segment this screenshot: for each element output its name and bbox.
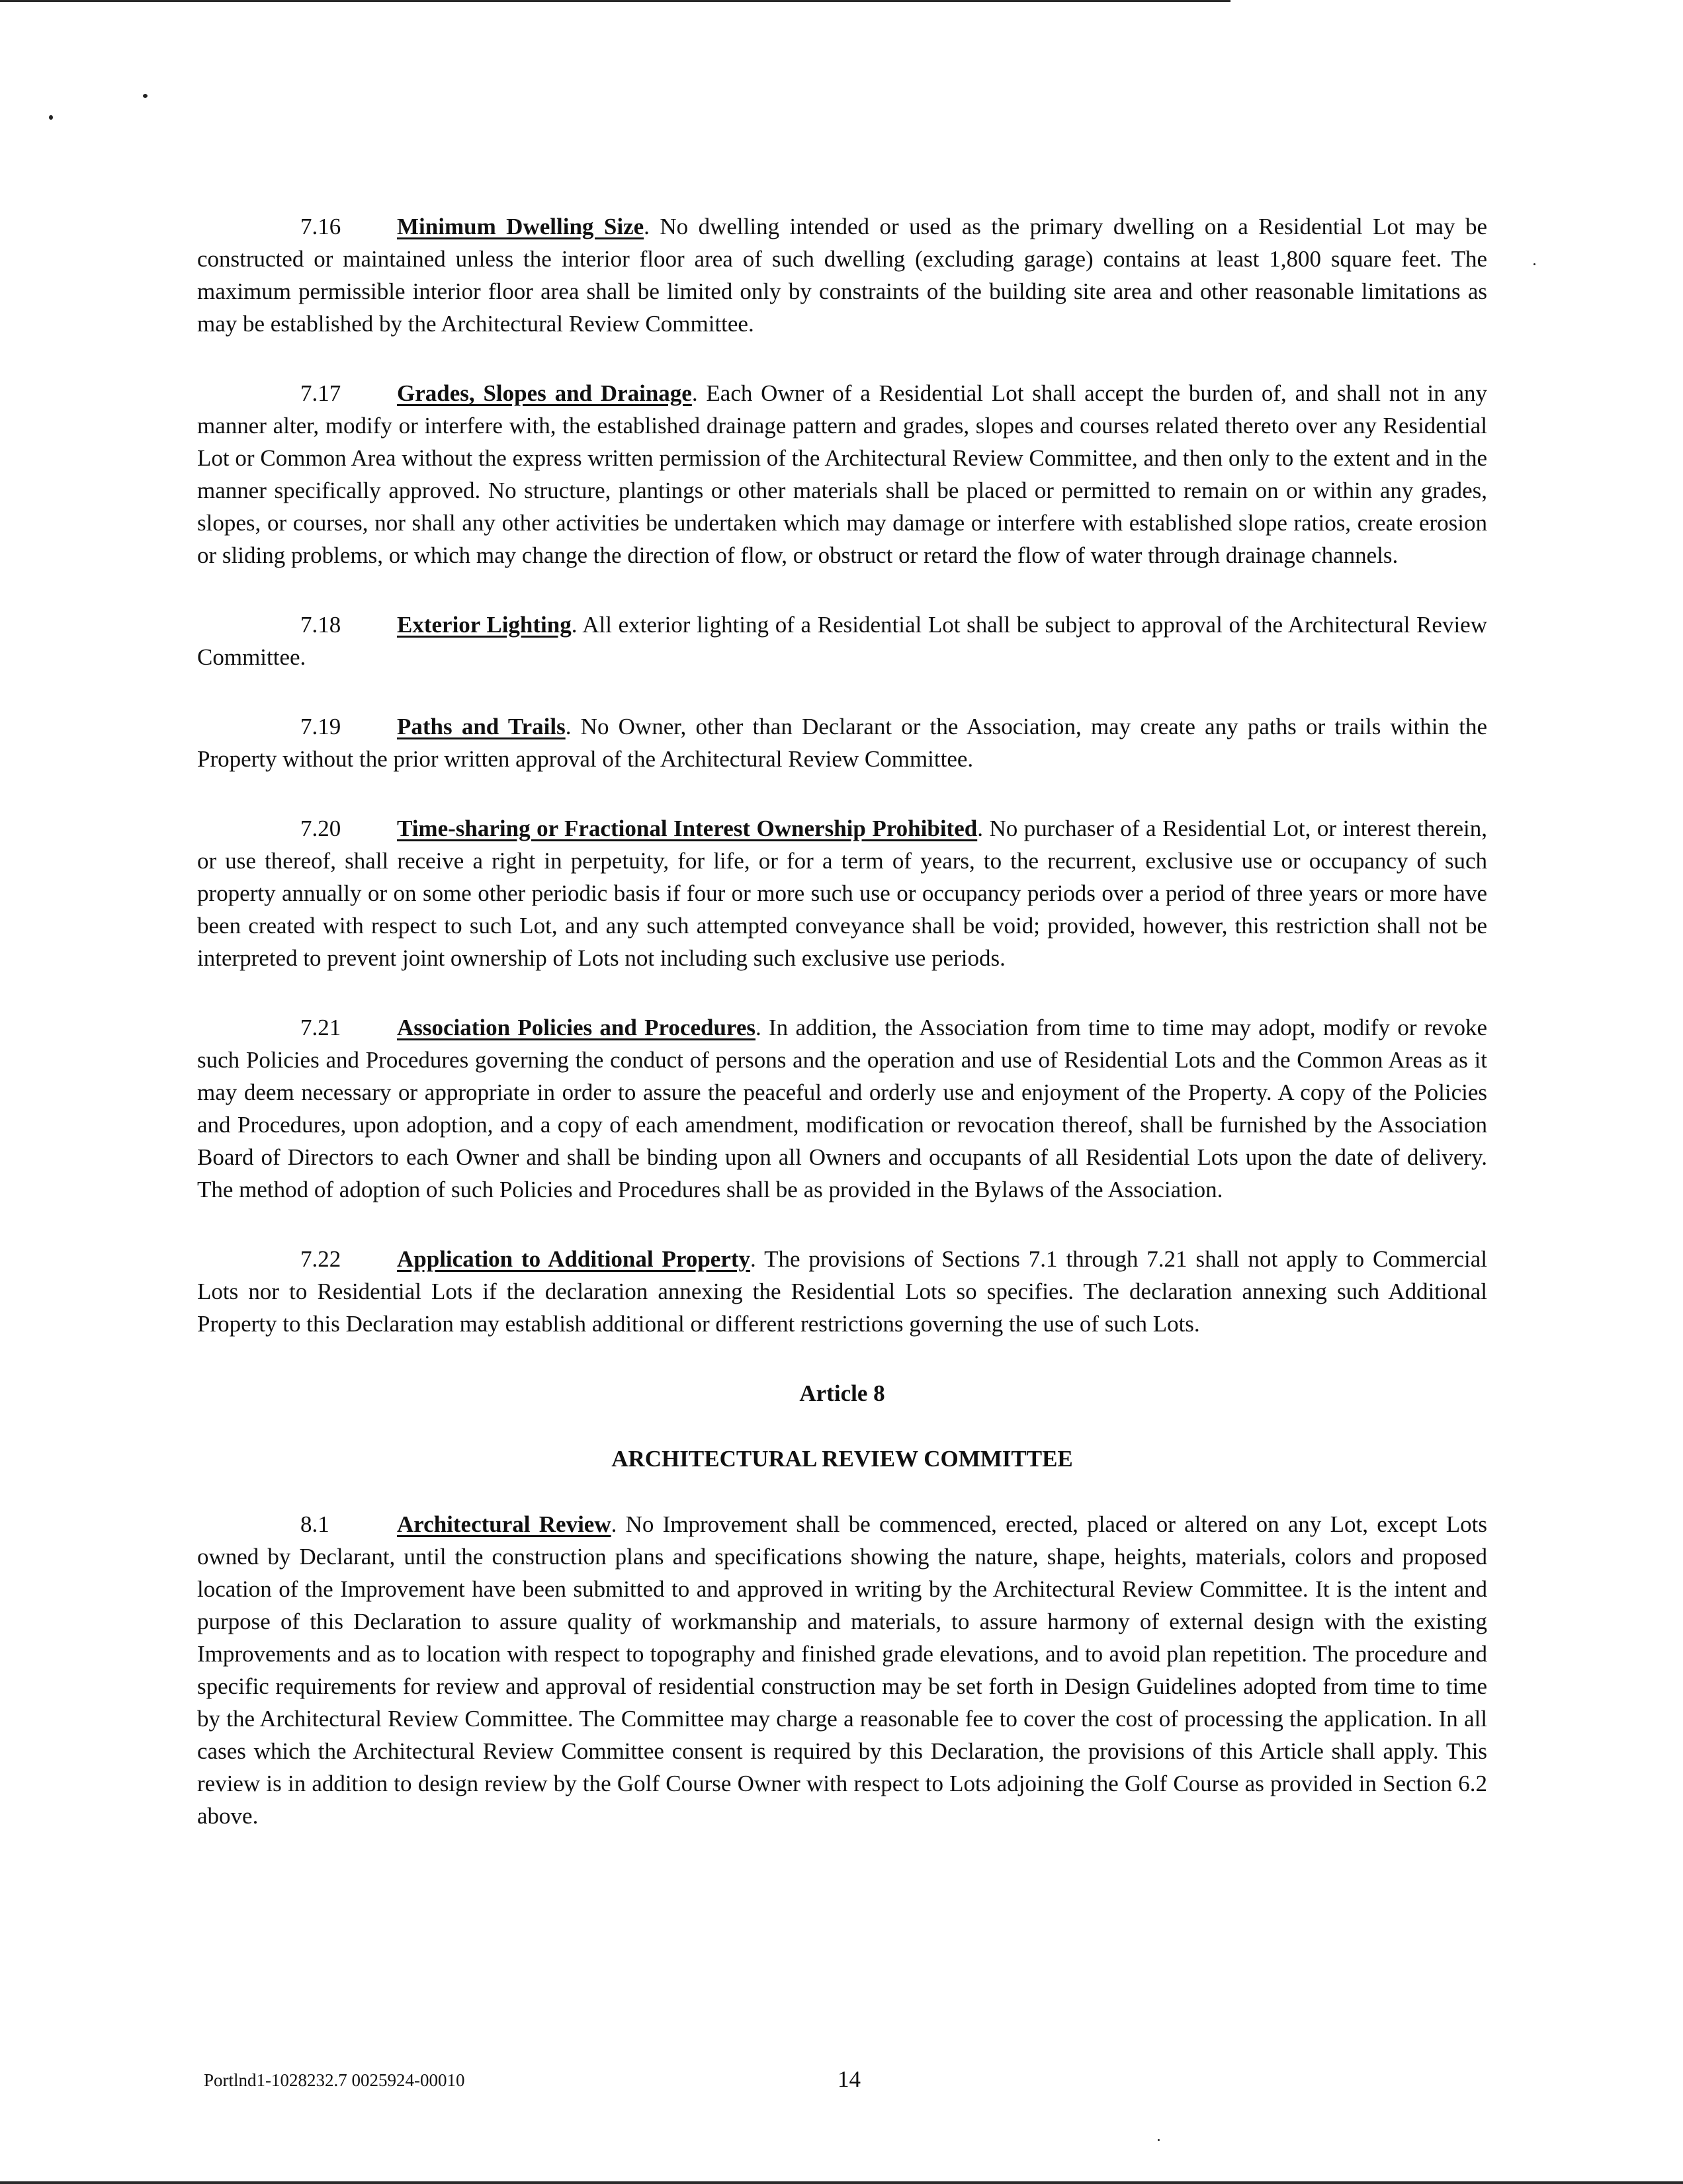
section-body: . Each Owner of a Residential Lot shall accept the burden of, and shall not in any manner alter, modify or interfere with, the established drainage pattern and grades, slopes and courses related thereto over any Residential Lot or Common Area without the express written permission of the Architectural Review Committee, and then only to the extent and in the manner specifically approved. No structure, plantings or other materials shall be placed or permitted to remain on or within any grades, slopes, or courses, nor shall any other activities be undertaken which may damage or interfere with established slope ratios, create erosion or sliding problems, or which may change the direction of flow, or obstruct or retard the flow of water through drainage channels. xyxy=(197,380,1487,568)
section-7-21 xyxy=(197,1011,1487,1206)
section-number: 7.20 xyxy=(300,816,341,841)
article-label: Article 8 xyxy=(799,1380,885,1406)
section-7-18 xyxy=(197,609,1487,673)
section-body: . All exterior lighting of a Residential Lot shall be subject to approval of the Architectural Review Committee. xyxy=(197,612,1487,670)
section-number: 7.18 xyxy=(300,612,341,638)
section-number: 7.22 xyxy=(300,1246,341,1272)
top-scan-edge xyxy=(0,0,1230,2)
section-body: . The provisions of Sections 7.1 through 7.21 shall not apply to Commercial Lots nor to Residential Lots if the declaration annexing the Residential Lots so specifies. The declaration annexing such Additional Property to this Declaration may establish additional or different restrictions governing the use of such Lots. xyxy=(197,1246,1488,1337)
section-number: 7.16 xyxy=(300,214,341,239)
section-7-17 xyxy=(197,377,1487,571)
section-body: . No purchaser of a Residential Lot, or interest therein, or use thereof, shall receive a right in perpetuity, for life, or for a term of years, to the recurrent, exclusive use or occupancy of such property annually or on some other periodic basis if four or more such use or occupancy periods over a period of three years or more have been created with respect to such Lot, and any such attempted conveyance shall be void; provided, however, this restriction shall not be interpreted to prevent joint ownership of Lots not including such exclusive use periods. xyxy=(197,816,1487,971)
section-body: . No dwelling intended or used as the primary dwelling on a Residential Lot may be constructed or maintained unless the interior floor area of such dwelling (excluding garage) contains at least 1,800 square feet. The maximum permissible interior floor area shall be limited only by constraints of the building site area and other reasonable limitations as may be established by the Architectural Review Committee. xyxy=(197,214,1487,337)
section-body: . No Improvement shall be commenced, erected, placed or altered on any Lot, except Lots owned by Declarant, until the construction plans and specifications showing the nature, shape, heights, materials, colors and proposed location of the Improvement have been submitted to and approved in writing by the Architectural Review Committee. It is the intent and purpose of this Declaration to assure quality of workmanship and materials, to assure harmony of external design with the existing Improvements and as to location with respect to topography and finished grade elevations, and to avoid plan repetition. The procedure and specific requirements for review and approval of residential construction may be set forth in Design Guidelines adopted from time to time by the Architectural Review Committee. The Committee may charge a reasonable fee to cover the cost of processing the application. In all cases which the Architectural Review Committee consent is required by this Declaration, the provisions of this Article shall apply. This review is in addition to design review by the Golf Course Owner with respect to Lots adjoining the Golf Course as provided in Section 6.2 above. xyxy=(197,1511,1488,1829)
section-heading: Association Policies and Procedures xyxy=(397,1015,755,1040)
scan-speck xyxy=(49,115,53,120)
footer-document-id: Portlnd1-1028232.7 0025924-00010 xyxy=(204,2070,465,2090)
section-heading: Minimum Dwelling Size xyxy=(397,214,644,239)
section-heading: Exterior Lighting xyxy=(397,612,572,638)
document-body xyxy=(197,210,1487,1869)
section-7-22 xyxy=(197,1243,1487,1340)
section-7-20 xyxy=(197,812,1487,974)
section-7-16 xyxy=(197,210,1487,340)
section-body: . No Owner, other than Declarant or the Association, may create any paths or trails within the Property without the prior written approval of the Architectural Review Committee. xyxy=(197,714,1487,772)
section-heading: Grades, Slopes and Drainage xyxy=(397,380,692,406)
footer-page-number: 14 xyxy=(838,2066,861,2092)
scan-speck xyxy=(1533,263,1535,265)
section-7-19 xyxy=(197,710,1487,775)
section-heading: Application to Additional Property xyxy=(397,1246,751,1272)
scan-speck xyxy=(143,94,148,98)
article-title: ARCHITECTURAL REVIEW COMMITTEE xyxy=(611,1446,1073,1472)
section-heading: Time-sharing or Fractional Interest Ownership Prohibited xyxy=(397,816,978,841)
section-number: 8.1 xyxy=(300,1511,329,1537)
section-heading: Paths and Trails xyxy=(397,714,566,739)
bottom-scan-edge xyxy=(0,2181,1683,2184)
section-number: 7.19 xyxy=(300,714,341,739)
section-number: 7.17 xyxy=(300,380,341,406)
section-body: . In addition, the Association from time to time may adopt, modify or revoke such Policies and Procedures governing the conduct of persons and the operation and use of Residential Lots and the Common Areas as it may deem necessary or appropriate in order to assure the peaceful and orderly use and enjoyment of the Property. A copy of the Policies and Procedures, upon adoption, and a copy of each amendment, modification or revocation thereof, shall be furnished by the Association Board of Directors to each Owner and shall be binding upon all Owners and occupants of all Residential Lots upon the date of delivery. The method of adoption of such Policies and Procedures shall be as provided in the Bylaws of the Association. xyxy=(197,1015,1488,1202)
section-8-1 xyxy=(197,1508,1487,1832)
scan-speck xyxy=(1158,2139,1160,2141)
section-heading: Architectural Review xyxy=(397,1511,611,1537)
section-number: 7.21 xyxy=(300,1015,341,1040)
